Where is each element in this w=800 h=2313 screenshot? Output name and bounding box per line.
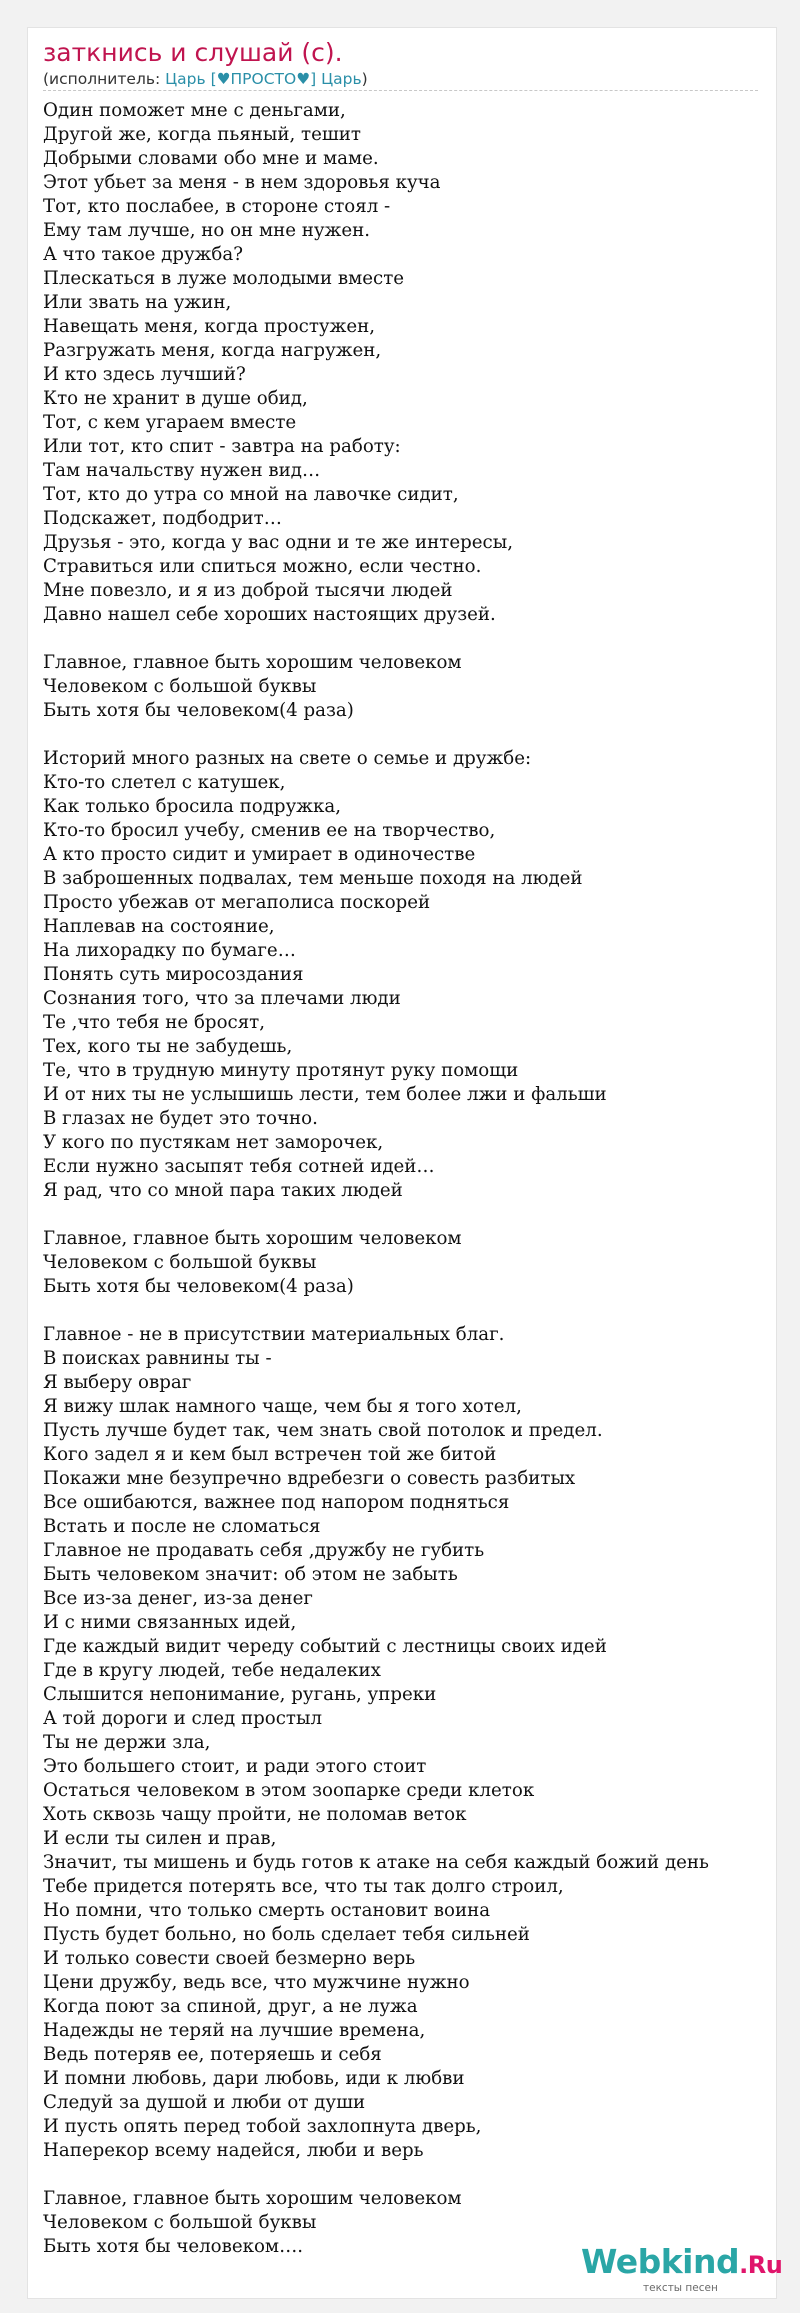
lyrics-line: Все из-за денег, из-за денег xyxy=(43,1588,313,1609)
lyrics-line: Тех, кого ты не забудешь, xyxy=(43,1036,293,1057)
lyrics-line: Главное не продавать себя ,дружбу не губить xyxy=(43,1540,485,1561)
lyrics-line: Один поможет мне с деньгами, xyxy=(43,100,346,121)
lyrics-line: Когда поют за спиной, друг, а не лужа xyxy=(43,1996,418,2017)
lyrics-line: Мне повезло, и я из доброй тысячи людей xyxy=(43,580,453,601)
lyrics-line: Слышится непонимание, ругань, упреки xyxy=(43,1684,437,1705)
lyrics-line: Быть хотя бы человеком…. xyxy=(43,2236,304,2257)
lyrics-line: Те ,что тебя не бросят, xyxy=(43,1012,266,1033)
lyrics-line: Другой же, когда пьяный, тешит xyxy=(43,124,361,145)
title-divider xyxy=(43,90,758,91)
lyrics-line: Кто-то бросил учебу, сменив ее на творчество, xyxy=(43,820,496,841)
lyrics-line: Или тот, кто спит - завтра на работу: xyxy=(43,436,401,457)
lyrics-line: Значит, ты мишень и будь готов к атаке на себя каждый божий день xyxy=(43,1852,709,1873)
lyrics-line: Все ошибаются, важнее под напором подняться xyxy=(43,1492,510,1513)
lyrics-line: Я выберу овраг xyxy=(43,1372,192,1393)
lyrics-line: Где каждый видит череду событий с лестницы своих идей xyxy=(43,1636,607,1657)
lyrics-line: Главное, главное быть хорошим человеком xyxy=(43,652,462,673)
lyrics-line: Кого задел я и кем был встречен той же битой xyxy=(43,1444,497,1465)
lyrics-line: Друзья - это, когда у вас одни и те же интересы, xyxy=(43,532,513,553)
lyrics-line: Где в кругу людей, тебе недалеких xyxy=(43,1660,381,1681)
lyrics-line: Добрыми словами обо мне и маме. xyxy=(43,148,379,169)
lyrics-blank-line xyxy=(43,723,778,747)
lyrics-line: Этот убьет за меня - в нем здоровья куча xyxy=(43,172,441,193)
lyrics-line: Те, что в трудную минуту протянут руку помощи xyxy=(43,1060,519,1081)
lyrics-line: Наперекор всему надейся, люби и верь xyxy=(43,2140,424,2161)
lyrics-line: Главное, главное быть хорошим человеком xyxy=(43,2188,462,2209)
lyrics-line: Быть хотя бы человеком(4 раза) xyxy=(43,700,354,721)
lyrics-line: У кого по пустякам нет заморочек, xyxy=(43,1132,384,1153)
lyrics-line: Главное - не в присутствии материальных благ. xyxy=(43,1324,505,1345)
lyrics-line: Кто не хранит в душе обид, xyxy=(43,388,308,409)
lyrics-line: Надежды не теряй на лучшие времена, xyxy=(43,2020,426,2041)
artist-link[interactable]: Царь [♥ПРОСТО♥] Царь xyxy=(165,70,362,88)
lyrics-line: Цени дружбу, ведь все, что мужчине нужно xyxy=(43,1972,470,1993)
lyrics-line: Просто убежав от мегаполиса поскорей xyxy=(43,892,431,913)
lyrics-line: Это большего стоит, и ради этого стоит xyxy=(43,1756,427,1777)
lyrics-line: Наплевав на состояние, xyxy=(43,916,275,937)
lyrics-line: Человеком с большой буквы xyxy=(43,1252,317,1273)
lyrics-line: Человеком с большой буквы xyxy=(43,2212,317,2233)
lyrics-line: И пусть опять перед тобой захлопнута дверь, xyxy=(43,2116,482,2137)
lyrics-line: Навещать меня, когда простужен, xyxy=(43,316,376,337)
lyrics-line: И от них ты не услышишь лести, тем более лжи и фальши xyxy=(43,1084,607,1105)
lyrics-line: Быть человеком значит: об этом не забыть xyxy=(43,1564,458,1585)
lyrics-line: И если ты силен и прав, xyxy=(43,1828,277,1849)
lyrics-line: И кто здесь лучший? xyxy=(43,364,246,385)
lyrics-line: Покажи мне безупречно вдребезги о совесть разбитых xyxy=(43,1468,576,1489)
lyrics-line: Я рад, что со мной пара таких людей xyxy=(43,1180,403,1201)
site-logo[interactable] xyxy=(581,2242,781,2302)
lyrics-line: В глазах не будет это точно. xyxy=(43,1108,318,1129)
logo-tagline: тексты песен xyxy=(643,2282,718,2294)
lyrics-line: Быть хотя бы человеком(4 раза) xyxy=(43,1276,354,1297)
lyrics-line: Или звать на ужин, xyxy=(43,292,232,313)
lyrics-line: Кто-то слетел с катушек, xyxy=(43,772,286,793)
lyrics-text xyxy=(43,99,778,2259)
logo-wordmark xyxy=(581,2242,782,2285)
lyrics-line: И только совести своей безмерно верь xyxy=(43,1948,416,1969)
lyrics-line: Как только бросила подружка, xyxy=(43,796,341,817)
lyrics-blank-line xyxy=(43,2163,778,2187)
lyrics-line: Историй много разных на свете о семье и дружбе: xyxy=(43,748,532,769)
artist-line xyxy=(43,69,368,89)
lyrics-line: Давно нашел себе хороших настоящих друзей. xyxy=(43,604,496,625)
lyrics-line: Хоть сквозь чащу пройти, не поломав веток xyxy=(43,1804,467,1825)
lyrics-line: Тот, кто до утра со мной на лавочке сидит, xyxy=(43,484,459,505)
lyrics-line: Главное, главное быть хорошим человеком xyxy=(43,1228,462,1249)
lyrics-line: Подскажет, подбодрит… xyxy=(43,508,282,529)
lyrics-line: В поисках равнины ты - xyxy=(43,1348,272,1369)
lyrics-line: Ведь потеряв ее, потеряешь и себя xyxy=(43,2044,382,2065)
lyrics-line: А что такое дружба? xyxy=(43,244,243,265)
lyrics-line: На лихорадку по бумаге… xyxy=(43,940,296,961)
lyrics-line: Понять суть миросоздания xyxy=(43,964,304,985)
lyrics-line: А той дороги и след простыл xyxy=(43,1708,323,1729)
lyrics-blank-line xyxy=(43,1203,778,1227)
song-title: заткнись и слушай (с). xyxy=(43,38,343,67)
lyrics-line: Плескаться в луже молодыми вместе xyxy=(43,268,405,289)
lyrics-line: И помни любовь, дари любовь, иди к любви xyxy=(43,2068,465,2089)
lyrics-line: Пусть лучше будет так, чем знать свой потолок и предел. xyxy=(43,1420,603,1441)
lyrics-line: Там начальству нужен вид… xyxy=(43,460,321,481)
lyrics-line: Я вижу шлак намного чаще, чем бы я того хотел, xyxy=(43,1396,522,1417)
lyrics-line: Тот, кто послабее, в стороне стоял - xyxy=(43,196,391,217)
lyrics-line: Разгружать меня, когда нагружен, xyxy=(43,340,382,361)
lyrics-line: Ты не держи зла, xyxy=(43,1732,211,1753)
lyrics-blank-line xyxy=(43,627,778,651)
lyrics-line: И с ними связанных идей, xyxy=(43,1612,297,1633)
artist-prefix: (исполнитель: xyxy=(43,70,166,88)
lyrics-line: Тебе придется потерять все, что ты так долго строил, xyxy=(43,1876,564,1897)
lyrics-line: Тот, с кем угараем вместе xyxy=(43,412,297,433)
lyrics-line: Но помни, что только смерть остановит воина xyxy=(43,1900,491,1921)
logo-tld-text: .Ru xyxy=(739,2251,783,2279)
logo-main-text: Webkind xyxy=(581,2242,740,2281)
lyrics-line: Ему там лучше, но он мне нужен. xyxy=(43,220,370,241)
lyrics-line: Пусть будет больно, но боль сделает тебя сильней xyxy=(43,1924,530,1945)
lyrics-line: А кто просто сидит и умирает в одиночестве xyxy=(43,844,476,865)
lyrics-line: В заброшенных подвалах, тем меньше походя на людей xyxy=(43,868,583,889)
lyrics-line: Следуй за душой и люби от души xyxy=(43,2092,366,2113)
lyrics-line: Остаться человеком в этом зоопарке среди клеток xyxy=(43,1780,535,1801)
lyrics-line: Стравиться или спиться можно, если честно. xyxy=(43,556,482,577)
artist-suffix: ) xyxy=(361,70,368,88)
lyrics-line: Человеком с большой буквы xyxy=(43,676,317,697)
lyrics-line: Встать и после не сломаться xyxy=(43,1516,321,1537)
lyrics-line: Если нужно засыпят тебя сотней идей… xyxy=(43,1156,435,1177)
lyrics-blank-line xyxy=(43,1299,778,1323)
lyrics-line: Сознания того, что за плечами люди xyxy=(43,988,401,1009)
